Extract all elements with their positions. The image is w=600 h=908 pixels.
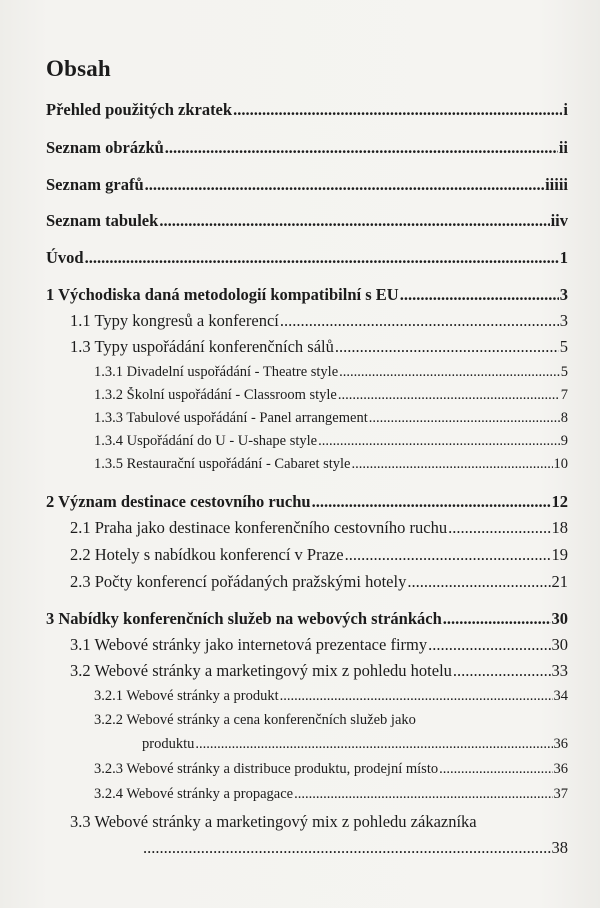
toc-subsection-wrapped-label[interactable]: 3.2.2 Webové stránky a cena konferenčních služeb jako xyxy=(94,712,416,728)
toc-entry-label: 3.2.3 Webové stránky a distribuce produktu, prodejní místo xyxy=(94,761,439,777)
toc-entry-page: i xyxy=(563,100,568,119)
toc-entry-label: produktu xyxy=(142,736,195,752)
toc-entry-label: Přehled použitých zkratek xyxy=(46,100,233,119)
toc-subsection[interactable] xyxy=(94,364,568,381)
toc-entry[interactable] xyxy=(46,211,568,231)
leader-dots xyxy=(294,786,552,803)
leader-dots xyxy=(335,337,559,357)
leader-dots xyxy=(443,609,551,629)
toc-entry[interactable] xyxy=(46,175,568,195)
leader-dots xyxy=(233,100,562,120)
toc-entry[interactable] xyxy=(46,248,568,268)
toc-entry-page: 5 xyxy=(559,337,568,356)
toc-entry-page: iiv xyxy=(550,211,568,230)
toc-entry-label: Seznam obrázků xyxy=(46,138,164,157)
toc-section[interactable] xyxy=(70,661,568,681)
toc-entry-page: 33 xyxy=(551,661,568,680)
toc-section-continuation[interactable] xyxy=(142,838,568,858)
toc-entry-page: 36 xyxy=(553,736,568,752)
leader-dots xyxy=(400,285,559,305)
leader-dots xyxy=(145,175,544,195)
toc-entry-label: 1.3.5 Restaurační uspořádání - Cabaret style xyxy=(94,456,351,472)
leader-dots xyxy=(143,838,551,858)
toc-entry-page: 3 xyxy=(559,285,568,304)
toc-entry-label: 3.2.4 Webové stránky a propagace xyxy=(94,786,294,802)
leader-dots xyxy=(339,364,560,381)
toc-entry-label: 1.3 Typy uspořádání konferenčních sálů xyxy=(70,337,334,356)
toc-entry-label: 3 Nabídky konferenčních služeb na webových stránkách xyxy=(46,609,442,628)
toc-entry-label: Seznam grafů xyxy=(46,175,144,194)
toc-entry-page: 21 xyxy=(551,572,568,591)
toc-section[interactable] xyxy=(70,635,568,655)
leader-dots xyxy=(369,410,560,427)
toc-entry-label: 3.1 Webové stránky jako internetová prezentace firmy xyxy=(70,635,428,654)
leader-dots xyxy=(312,492,551,512)
toc-subsection[interactable] xyxy=(94,456,568,473)
toc-entry-label: 2 Význam destinace cestovního ruchu xyxy=(46,492,311,511)
toc-entry-label: 1.3.3 Tabulové uspořádání - Panel arrangement xyxy=(94,410,368,426)
toc-section[interactable] xyxy=(70,518,568,538)
toc-entry-page: ii xyxy=(558,138,568,157)
leader-dots xyxy=(85,248,559,268)
leader-dots xyxy=(159,211,549,231)
leader-dots xyxy=(195,736,552,753)
toc-entry-label: 2.1 Praha jako destinace konferenčního cestovního ruchu xyxy=(70,518,448,537)
toc-subsection-continuation[interactable] xyxy=(142,736,568,753)
toc-entry-page: iiiii xyxy=(545,175,568,194)
toc-section[interactable] xyxy=(70,545,568,565)
toc-entry-page: 34 xyxy=(553,688,568,704)
toc-subsection[interactable] xyxy=(94,786,568,803)
toc-entry-page: 30 xyxy=(551,609,568,628)
toc-entry-page: 8 xyxy=(560,410,568,426)
toc-entry-label: 1 Východiska daná metodologií kompatibilní s EU xyxy=(46,285,399,304)
toc-subsection[interactable] xyxy=(94,688,568,705)
leader-dots xyxy=(453,661,551,681)
leader-dots xyxy=(345,545,551,565)
leader-dots xyxy=(352,456,553,473)
leader-dots xyxy=(280,311,559,331)
leader-dots xyxy=(448,518,550,538)
toc-entry[interactable] xyxy=(46,138,568,158)
toc-chapter[interactable] xyxy=(46,285,568,305)
toc-section[interactable] xyxy=(70,311,568,331)
toc-entry-page: 19 xyxy=(551,545,568,564)
toc-entry-label: 2.3 Počty konferencí pořádaných pražskými hotely xyxy=(70,572,407,591)
toc-entry-label: Seznam tabulek xyxy=(46,211,159,230)
toc-entry-label: 1.1 Typy kongresů a konferencí xyxy=(70,311,279,330)
toc-entry-label: 2.2 Hotely s nabídkou konferencí v Praze xyxy=(70,545,344,564)
leader-dots xyxy=(439,761,552,778)
toc-entry-page: 12 xyxy=(551,492,568,511)
toc-section[interactable] xyxy=(70,337,568,357)
leader-dots xyxy=(280,688,553,705)
toc-entry-label: 3.2.1 Webové stránky a produkt xyxy=(94,688,279,704)
toc-entry[interactable] xyxy=(46,100,568,120)
toc-entry-label: 1.3.1 Divadelní uspořádání - Theatre style xyxy=(94,364,339,380)
toc-entry-page: 1 xyxy=(559,248,568,267)
toc-subsection[interactable] xyxy=(94,410,568,427)
toc-entry-page: 36 xyxy=(553,761,568,777)
leader-dots xyxy=(338,387,560,404)
toc-entry-page: 30 xyxy=(551,635,568,654)
toc-subsection[interactable] xyxy=(94,433,568,450)
toc-entry-label: Úvod xyxy=(46,248,84,267)
leader-dots xyxy=(428,635,550,655)
toc-chapter[interactable] xyxy=(46,492,568,512)
toc-entry-label: 1.3.4 Uspořádání do U - U-shape style xyxy=(94,433,318,449)
toc-subsection[interactable] xyxy=(94,761,568,778)
toc-entry-page: 7 xyxy=(560,387,568,403)
leader-dots xyxy=(407,572,550,592)
toc-entry-page: 18 xyxy=(551,518,568,537)
toc-section-wrapped-label[interactable]: 3.3 Webové stránky a marketingový mix z pohledu zákazníka xyxy=(70,812,477,831)
toc-subsection[interactable] xyxy=(94,387,568,404)
toc-entry-label: 3.2 Webové stránky a marketingový mix z pohledu hotelu xyxy=(70,661,452,680)
leader-dots xyxy=(318,433,560,450)
page-title: Obsah xyxy=(46,56,111,81)
toc-entry-page: 38 xyxy=(551,838,568,857)
toc-entry-page: 3 xyxy=(559,311,568,330)
toc-entry-page: 9 xyxy=(560,433,568,449)
toc-chapter[interactable] xyxy=(46,609,568,629)
toc-entry-page: 37 xyxy=(553,786,568,802)
toc-entry-label: 1.3.2 Školní uspořádání - Classroom style xyxy=(94,387,337,403)
toc-section[interactable] xyxy=(70,572,568,592)
toc-entry-page: 10 xyxy=(553,456,568,472)
leader-dots xyxy=(165,138,558,158)
toc-entry-page: 5 xyxy=(560,364,568,380)
